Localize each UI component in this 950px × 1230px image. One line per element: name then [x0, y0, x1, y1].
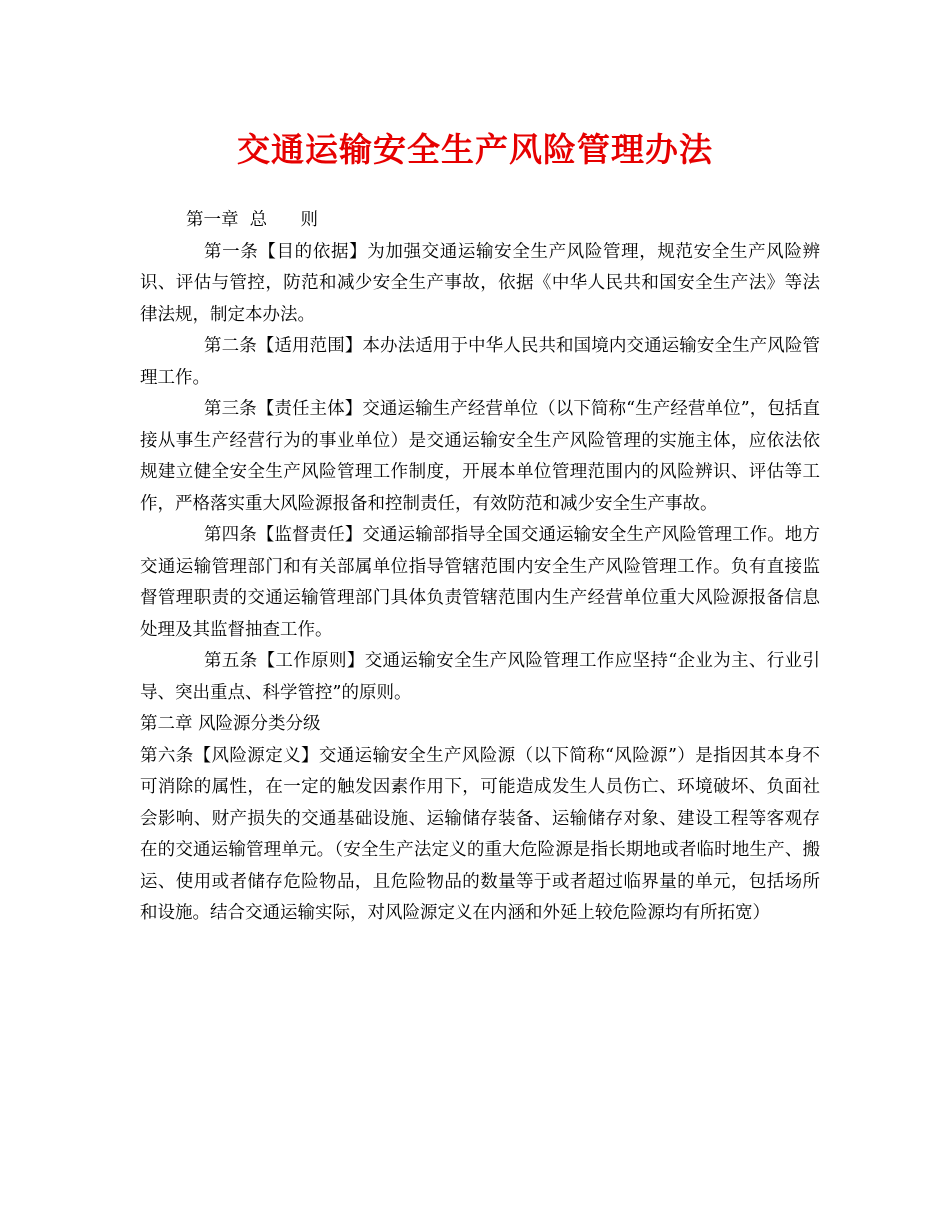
article-5: 第五条【工作原则】交通运输安全生产风险管理工作应坚持“企业为主、行业引导、突出重点、科学管控”的原则。: [140, 651, 820, 703]
chapter-heading-2: 第二章 风险源分类分级: [140, 714, 321, 734]
article-3: 第三条【责任主体】交通运输生产经营单位（以下简称“生产经营单位”，包括直接从事生产经营行为的事业单位）是交通运输安全生产风险管理的实施主体，应依法依规建立健全安全生产风险管理工作制度，开展本单位管理范围内的风险辨识、评估等工作，严格落实重大风险源报备和控制责任，有效防范和减少安全生产事故。: [140, 399, 820, 514]
document-body: [140, 205, 820, 930]
article-6: 第六条【风险源定义】交通运输安全生产风险源（以下简称“风险源”）是指因其本身不可消除的属性，在一定的触发因素作用下，可能造成发生人员伤亡、环境破坏、负面社会影响、财产损失的交通基础设施、运输储存装备、运输储存对象、建设工程等客观存在的交通运输管理单元。（安全生产法定义的重大危险源是指长期地或者临时地生产、搬运、使用或者储存危险物品，且危险物品的数量等于或者超过临界量的单元，包括场所和设施。结合交通运输实际，对风险源定义在内涵和外延上较危险源均有所拓宽）: [140, 745, 820, 923]
document-title: 交通运输安全生产风险管理办法: [237, 130, 713, 169]
article-4: 第四条【监督责任】交通运输部指导全国交通运输安全生产风险管理工作。地方交通运输管理部门和有关部属单位指导管辖范围内安全生产风险管理工作。负有直接监督管理职责的交通运输管理部门具体负责管辖范围内生产经营单位重大风险源报备信息处理及其监督抽查工作。: [140, 525, 820, 640]
article-1: 第一条【目的依据】为加强交通运输安全生产风险管理，规范安全生产风险辨识、评估与管控，防范和减少安全生产事故，依据《中华人民共和国安全生产法》等法律法规，制定本办法。: [140, 241, 820, 325]
article-2: 第二条【适用范围】本办法适用于中华人民共和国境内交通运输安全生产风险管理工作。: [140, 336, 820, 388]
chapter-heading-1: 第一章 总 则: [186, 210, 319, 230]
